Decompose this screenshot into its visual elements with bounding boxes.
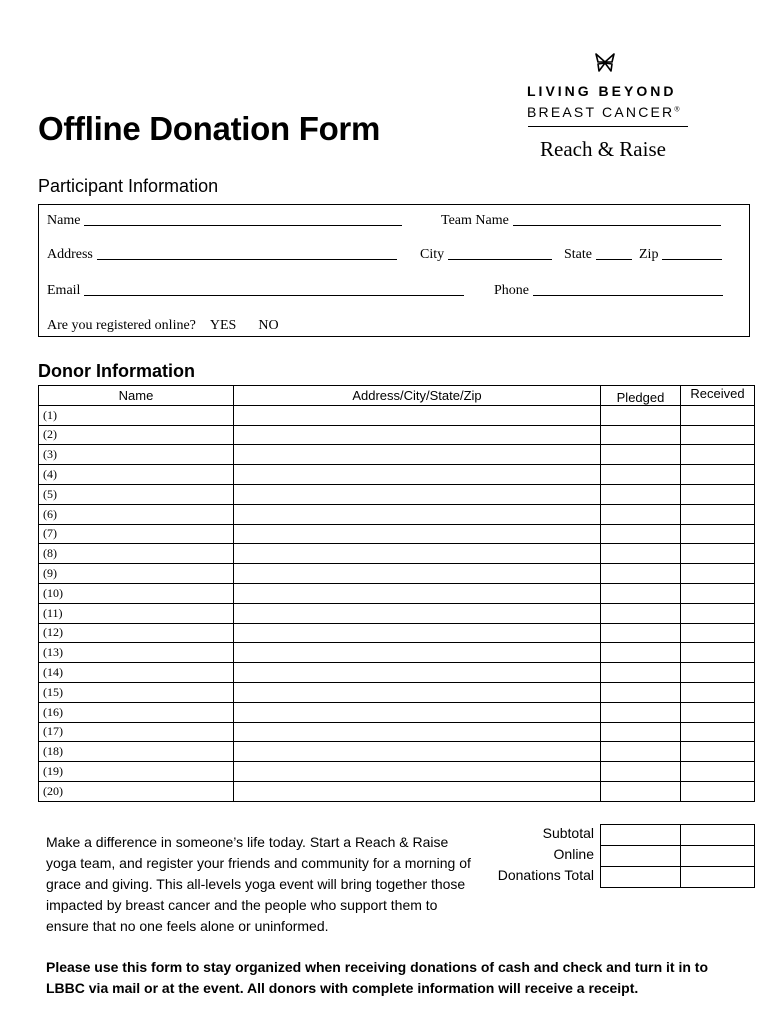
table-row [39,465,755,485]
row-number-name-cell[interactable]: (1) [39,405,234,425]
address-cell[interactable] [234,682,601,702]
received-cell[interactable] [681,504,755,524]
subtotal-received-cell[interactable] [681,825,755,846]
pledged-cell[interactable] [601,742,681,762]
name-field[interactable] [47,213,402,229]
address-cell[interactable] [234,425,601,445]
address-cell[interactable] [234,524,601,544]
logo-text-line2-label: BREAST CANCER [527,104,675,120]
pledged-cell[interactable] [601,623,681,643]
table-row [39,544,755,564]
received-cell[interactable] [681,524,755,544]
online-pledged-cell[interactable] [601,846,681,867]
address-cell[interactable] [234,722,601,742]
phone-field[interactable] [494,283,723,299]
donor-heading: Donor Information [38,361,195,381]
address-cell[interactable] [234,623,601,643]
pledged-cell[interactable] [601,425,681,445]
address-cell[interactable] [234,762,601,782]
row-number-name-cell[interactable]: (5) [39,484,234,504]
phone-label: Phone [494,283,529,298]
address-cell[interactable] [234,583,601,603]
pledged-cell[interactable] [601,603,681,623]
address-cell[interactable] [234,405,601,425]
address-cell[interactable] [234,564,601,584]
table-row [39,504,755,524]
online-row [601,846,755,867]
state-label: State [564,247,592,262]
address-cell[interactable] [234,702,601,722]
pledged-cell[interactable] [601,583,681,603]
summary-table [600,824,755,888]
received-cell[interactable] [681,663,755,683]
pledged-cell[interactable] [601,762,681,782]
team-name-label: Team Name [441,213,509,228]
address-label: Address [47,247,93,262]
row-number-name-cell[interactable]: (2) [39,425,234,445]
pledged-cell[interactable] [601,524,681,544]
col-address-header: Address/City/State/Zip [234,386,601,406]
address-field[interactable] [47,247,397,263]
row-number-name-cell[interactable]: (7) [39,524,234,544]
lbbc-logo [520,50,700,165]
received-cell[interactable] [681,781,755,801]
table-row [39,702,755,722]
address-cell[interactable] [234,603,601,623]
city-label: City [420,247,445,262]
subtotal-label: Subtotal [542,825,594,841]
pledged-cell[interactable] [601,643,681,663]
received-cell[interactable] [681,425,755,445]
pledged-cell[interactable] [601,504,681,524]
table-row [39,564,755,584]
row-number-name-cell[interactable]: (9) [39,564,234,584]
zip-label: Zip [639,247,659,262]
address-cell[interactable] [234,781,601,801]
online-received-cell[interactable] [681,846,755,867]
footer-instructions: Please use this form to stay organized when receiving donations of cash and check and turn it in to LBBC via mail or at the event. All donors with complete information will receive a receipt. [46,959,709,996]
donor-table-header [39,386,755,406]
table-row [39,405,755,425]
logo-divider [528,126,688,127]
col-name-header: Name [39,386,234,406]
received-cell[interactable] [681,583,755,603]
state-field[interactable] [564,247,632,263]
received-cell[interactable] [681,405,755,425]
participant-box [38,204,750,337]
table-row [39,445,755,465]
row-number-name-cell[interactable]: (14) [39,663,234,683]
row-number-name-cell[interactable]: (3) [39,445,234,465]
table-row [39,663,755,683]
table-row [39,781,755,801]
pledged-cell[interactable] [601,544,681,564]
pledged-cell[interactable] [601,405,681,425]
row-number-name-cell[interactable]: (4) [39,465,234,485]
table-row [39,682,755,702]
email-field[interactable] [47,283,464,299]
received-cell[interactable] [681,682,755,702]
address-cell[interactable] [234,504,601,524]
registered-online-question [47,318,279,334]
received-cell[interactable] [681,564,755,584]
donor-table [38,385,755,802]
email-label: Email [47,283,81,298]
online-label: Online [553,846,594,862]
butterfly-icon [592,50,618,76]
logo-tagline: Reach & Raise [540,137,666,161]
row-number-name-cell[interactable]: (10) [39,583,234,603]
table-row [39,524,755,544]
logo-text-line1: LIVING BEYOND [527,83,677,99]
table-row [39,643,755,663]
address-cell[interactable] [234,663,601,683]
pledged-cell[interactable] [601,465,681,485]
page-title: Offline Donation Form [38,110,381,147]
no-option[interactable]: NO [258,318,279,333]
table-row [39,623,755,643]
promo-text: Make a difference in someone’s life today. Start a Reach & Raise yoga team, and register your friends and community for a morning of grace and giving. This all-levels yoga event will bring together those impacted by breast cancer and the people who support them to ensure that no one feels alone or uninformed. [46,834,471,934]
table-row [39,425,755,445]
registered-question-label: Are you registered online? [47,318,196,333]
row-number-name-cell[interactable]: (20) [39,781,234,801]
total-pledged-cell[interactable] [601,867,681,888]
address-cell[interactable] [234,544,601,564]
table-row [39,484,755,504]
table-row [39,583,755,603]
col-received-header: Received [681,386,755,406]
pledged-cell[interactable] [601,564,681,584]
pledged-cell[interactable] [601,682,681,702]
table-row [39,742,755,762]
row-number-name-cell[interactable]: (18) [39,742,234,762]
city-field[interactable] [420,247,552,263]
row-number-name-cell[interactable]: (17) [39,722,234,742]
pledged-cell[interactable] [601,722,681,742]
name-label: Name [47,213,81,228]
received-cell[interactable] [681,484,755,504]
row-number-name-cell[interactable]: (16) [39,702,234,722]
row-number-name-cell[interactable]: (6) [39,504,234,524]
total-received-cell[interactable] [681,867,755,888]
received-cell[interactable] [681,465,755,485]
table-row [39,603,755,623]
received-cell[interactable] [681,445,755,465]
donations-total-label: Donations Total [497,867,594,883]
address-cell[interactable] [234,445,601,465]
col-pledged-header: Pledged [601,386,681,406]
received-cell[interactable] [681,742,755,762]
received-cell[interactable] [681,603,755,623]
pledged-cell[interactable] [601,663,681,683]
received-cell[interactable] [681,702,755,722]
pledged-cell[interactable] [601,484,681,504]
yes-option[interactable]: YES [209,318,237,333]
address-cell[interactable] [234,465,601,485]
address-cell[interactable] [234,742,601,762]
participant-heading: Participant Information [38,176,219,196]
pledged-cell[interactable] [601,781,681,801]
row-number-name-cell[interactable]: (19) [39,762,234,782]
row-number-name-cell[interactable]: (13) [39,643,234,663]
subtotal-row [601,825,755,846]
team-name-field[interactable] [441,213,721,229]
received-cell[interactable] [681,762,755,782]
received-cell[interactable] [681,623,755,643]
address-cell[interactable] [234,484,601,504]
pledged-cell[interactable] [601,445,681,465]
table-row [39,762,755,782]
row-number-name-cell[interactable]: (12) [39,623,234,643]
table-row [39,722,755,742]
donations-total-row [601,867,755,888]
received-cell[interactable] [681,643,755,663]
row-number-name-cell[interactable]: (8) [39,544,234,564]
logo-text-line2 [527,104,680,120]
registered-mark: ® [674,106,680,114]
subtotal-pledged-cell[interactable] [601,825,681,846]
row-number-name-cell[interactable]: (15) [39,682,234,702]
received-cell[interactable] [681,544,755,564]
received-cell[interactable] [681,722,755,742]
zip-field[interactable] [639,247,722,263]
pledged-cell[interactable] [601,702,681,722]
row-number-name-cell[interactable]: (11) [39,603,234,623]
address-cell[interactable] [234,643,601,663]
